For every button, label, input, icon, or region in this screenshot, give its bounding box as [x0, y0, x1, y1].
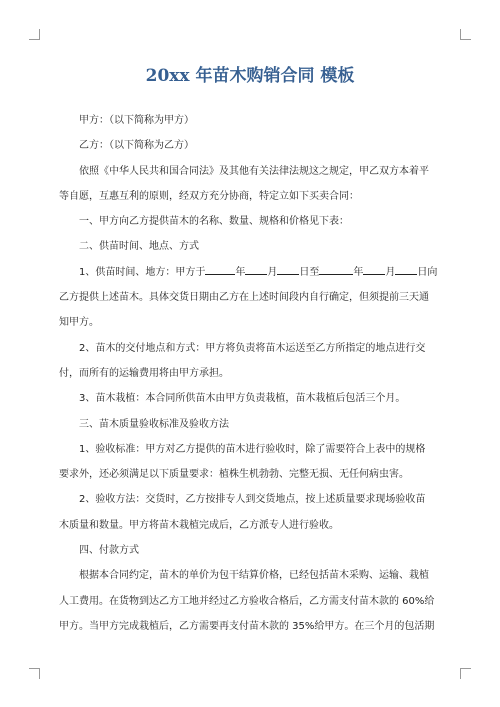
blank-field — [205, 264, 235, 275]
crop-mark-bottom-left — [29, 668, 40, 679]
document-title: 20xx 年苗木购销合同 模板 — [145, 66, 355, 86]
supply-time-prefix: 1、供苗时间、地方：甲方于 — [79, 266, 206, 278]
date-unit: 月 — [267, 266, 278, 278]
paragraph-line: 木质量和数量。甲方将苗木栽植完成后，乙方派专人进行验收。 — [59, 519, 339, 531]
paragraph-line: 2、验收方法：交货时，乙方按排专人到交货地点，按上述质量要求现场验收苗 — [79, 494, 426, 506]
supply-time-line — [59, 260, 439, 285]
crop-mark-top-right — [460, 29, 471, 40]
date-unit: 日向 — [417, 266, 438, 278]
party-a-line: 甲方：（以下简称为甲方） — [79, 115, 194, 126]
section-heading: 一、甲方向乙方提供苗木的名称、数量、规格和价格见下表： — [79, 216, 349, 228]
date-unit: 日至 — [299, 266, 320, 278]
blank-field — [395, 264, 417, 275]
date-unit: 月 — [385, 266, 396, 278]
crop-mark-bottom-right — [460, 668, 471, 679]
paragraph-line: 人工费用。在货物到达乙方工地并经过乙方验收合格后，乙方需支付苗木款的 60%给 — [59, 595, 435, 607]
paragraph-line: 等自愿，互惠互利的原则，经双方充分协商，特定立如下买卖合同： — [59, 190, 359, 202]
crop-mark-top-left — [29, 29, 40, 40]
paragraph-line: 甲方。当甲方完成栽植后，乙方需要再支付苗木款的 35%给甲方。在三个月的包活期 — [59, 620, 435, 632]
paragraph-line: 依照《中华人民共和国合同法》及其他有关法律法规这之规定，甲乙双方本着平 — [79, 165, 429, 177]
document-body — [59, 108, 439, 639]
paragraph-line: 知甲方。 — [59, 317, 99, 329]
blank-field — [363, 264, 385, 275]
section-heading: 二、供苗时间、地点、方式 — [79, 241, 199, 253]
blank-field — [245, 264, 267, 275]
blank-field — [319, 264, 353, 275]
paragraph-line: 根据本合同约定，苗木的单价为包干结算价格，已经包括苗木采购、运输、栽植 — [79, 570, 429, 582]
blank-field — [277, 264, 299, 275]
date-unit: 年 — [235, 266, 246, 278]
paragraph-line: 乙方提供上述苗木。具体交货日期由乙方在上述时间段内自行确定，但须提前三天通 — [59, 292, 429, 304]
party-b-line: 乙方：（以下简称为乙方） — [79, 140, 194, 152]
section-heading: 四、付款方式 — [79, 545, 139, 557]
paragraph-line: 2、苗木的交付地点和方式：甲方将负责将苗木运送至乙方所指定的地点进行交 — [79, 342, 426, 354]
paragraph-line: 3、苗木栽植：本合同所供苗木由甲方负责栽植，苗木栽植后包活三个月。 — [79, 393, 406, 405]
paragraph-line: 付，而所有的运输费用将由甲方承担。 — [59, 367, 229, 379]
paragraph-line: 要求外，还必须满足以下质量要求：植株生机勃勃、完整无损、无任何病虫害。 — [59, 469, 409, 481]
date-unit: 年 — [353, 266, 364, 278]
section-heading: 三、苗木质量验收标准及验收方法 — [79, 418, 229, 430]
paragraph-line: 1、验收标准：甲方对乙方提供的苗木进行验收时，除了需要符合上表中的规格 — [79, 443, 426, 455]
